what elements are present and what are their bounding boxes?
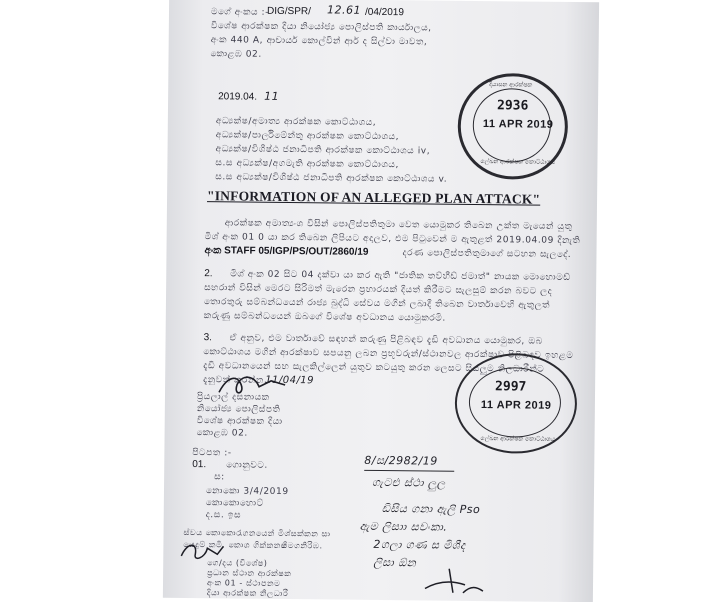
received-stamp — [457, 73, 568, 180]
handwritten-note: ඇම ලිසාා සවංකා. — [359, 519, 448, 534]
handwritten-note: ගැටළු ස්ථා ලුල — [372, 475, 446, 490]
ref-number: DIG/SPR/ — [266, 5, 311, 18]
para1-line: මිශ් අංක 01 0 යා කර තිබෙන ලිපියට අදාලව, එම පිටුවෙන් ම ඇතුළත් 2019.04.09 දිනැති — [204, 232, 581, 247]
copy-item: කොකොහොට් — [205, 498, 264, 509]
copy-item: ස: — [214, 472, 225, 483]
handwritten-note: ලිසා ඕන — [373, 555, 417, 570]
para3-line: දැනුවත් කරන්න. — [203, 375, 268, 386]
recipient-item: අධ්‍යක්ෂ/අමාත්‍ය ආරක්ෂක කොට්ඨාශය, — [215, 116, 377, 128]
para3-line: ඒ අනුව, එම වාර්තාවේ සඳහන් කරුණු පිළිබඳව දැඩි අවධානය යොමුකර, ඔබ — [229, 333, 543, 347]
recipient-item: ස.ස අධ්‍යක්ෂ/විශිෂ්ඨ ජනාධිපති ආරක්ෂක කොට්ඨාශය v. — [215, 172, 448, 185]
copy-item: නොකො 3/4/2019 — [205, 486, 289, 498]
copy-footer: ප්‍රධාන ස්ථාන ආරක්ෂක — [207, 568, 292, 579]
office-address-line3: කොළඹ 02. — [210, 49, 262, 60]
copy-item: ද.ස. ඉස — [205, 510, 242, 521]
copy-item: ස්වය කොකොරැගනයෙන් මිශ්සක්කන සා — [183, 527, 331, 539]
para3-number: 3. — [203, 332, 212, 344]
recipient-item: අධ්‍යක්ෂ/විශිෂ්ඨ ජනාධිපති ආරක්ෂක කොට්ඨාශය iv, — [215, 144, 431, 157]
ref-suffix: /04/2019 — [364, 6, 405, 19]
ref-label: මගේ අංකය :- — [210, 7, 270, 18]
stamp-number: 2936 — [496, 98, 529, 114]
copy-footer: අංක 01 - ස්ථාපනම — [206, 578, 281, 588]
copy-item: යෙදුම් කමි. කොශ ගික්කනස — [183, 539, 288, 551]
stamp-ring-text: දියාසන ආරක්ෂක — [489, 81, 533, 89]
para3-line: දැඩි අවධානයෙන් සහ සැලකිල්ලෙන් යුතුව කටයුතු කරන ලෙසට සියලුම නිලධාරීන්ට — [203, 361, 545, 375]
document-page — [163, 0, 599, 602]
stamp-ring-text: ලේඛන ආරක්ෂක කොට්ඨාශය — [480, 435, 556, 443]
para2-line: තොරතුරු සම්බන්ධයෙන් රාජ්‍ය බුද්ධි සේවය මගින් ලබාදී තිබෙන වාර්තාවෙහි ඇතුලත් — [203, 297, 551, 311]
copy-label: පිටපත :- — [192, 448, 232, 459]
office-address-line2: අංක 440 A, ආචාර්ය කොල්වින් ආර් ද සිල්වා මාවත, — [210, 35, 428, 48]
copy-item: ගිමගනිරිඹ. — [281, 540, 323, 551]
signatory-name: ප්‍රියලාල් දසනායක — [196, 392, 270, 403]
stamp-number: 2997 — [495, 379, 527, 395]
letter-date: 2019.04. — [218, 91, 258, 103]
para2-line: කරුණු සම්බන්ධයෙන් ඔබගේ විශේෂ අවධානය යොමුකරමි. — [203, 311, 446, 324]
handwritten-note: 2ගලා ගණ ස මිශීද — [373, 537, 466, 552]
signatory-title: කොළඹ 02. — [196, 428, 248, 439]
recipient-item: ස.ස අධ්‍යක්ෂ/අගමැති ආරක්ෂක කොට්ඨාශය, — [215, 158, 399, 171]
copy-item: ගොනුවට. — [226, 460, 268, 471]
handwritten-ref: 8/ස/2982/19 — [364, 453, 438, 468]
para2-line: සහරාන් විසින් මෙරට සිරිමත් මැරෙන ප්‍රහාරයක් දියත් කිරීමට සැලසුම් කරන බවට ලද — [204, 283, 553, 297]
office-address-line1: විශේෂ ආරක්ෂක දියා නියෝජ්‍ය පොලිස්පති කාර්යාලය, — [210, 21, 432, 34]
received-stamp-2 — [454, 353, 577, 454]
para1-staff-ref: අංක STAFF 05/IGP/PS/OUT/2860/19 — [204, 245, 369, 258]
para1-line: දරණ පොලිස්පතිතුමාගේ සටහන සැලදේ. — [402, 248, 572, 260]
copy-footer: දියා ආරක්ෂක නිලධාරී — [206, 588, 289, 599]
stamp-ring-text: ලේඛන ආරක්ෂක කොට්ඨාශය — [480, 158, 555, 166]
recipient-item: අධ්‍යක්ෂ/පාර්ලිමේන්තු ආරක්ෂක කොට්ඨාශය, — [215, 130, 400, 143]
ref-handwritten: 12.61 — [326, 3, 362, 17]
stamp-date: 11 APR 2019 — [480, 399, 552, 412]
stamp-date: 11 APR 2019 — [482, 118, 554, 131]
handwritten-underline — [364, 470, 454, 472]
para1-line: ආරක්ෂක අමාත්‍යංශ විසින් පොලිස්පතිතුමා වෙත යොමුකර තිබෙන උක්ත මැයෙන් යුතු — [224, 218, 573, 232]
copy-item-number: 01. — [192, 459, 207, 471]
handwritten-note: ඩිසිය ගනා ඇලි Pso — [381, 502, 481, 517]
letter-date-handwritten: 11 — [264, 89, 280, 103]
para2-number: 2. — [204, 268, 213, 280]
para2-line: මිශ් අංක 02 සිට 04 දක්වා යා කර ඇති "ජාතික තව්හීඩ් ජමාත්" නායක මොහොමඩ් — [230, 269, 571, 283]
document-title: "INFORMATION OF AN ALLEGED PLAN ATTACK" — [207, 188, 541, 207]
signatory-title: නියෝජ්‍ය පොලිස්පති — [196, 404, 281, 415]
signature-date: 11/04/19 — [265, 374, 315, 387]
signatory-title: විශේෂ ආරක්ෂක දියා — [196, 416, 283, 427]
copy-footer: ගෙ/දය (විශේෂ) — [207, 558, 268, 568]
para3-line: කොට්ඨාශය මගින් ආරක්ෂාව සපයනු ලබන ප්‍රභූවරුන්/ස්ථානවල ආරක්ෂාව පිළිබඳව ඉහළම — [203, 347, 574, 362]
handwritten-signature — [419, 562, 489, 599]
